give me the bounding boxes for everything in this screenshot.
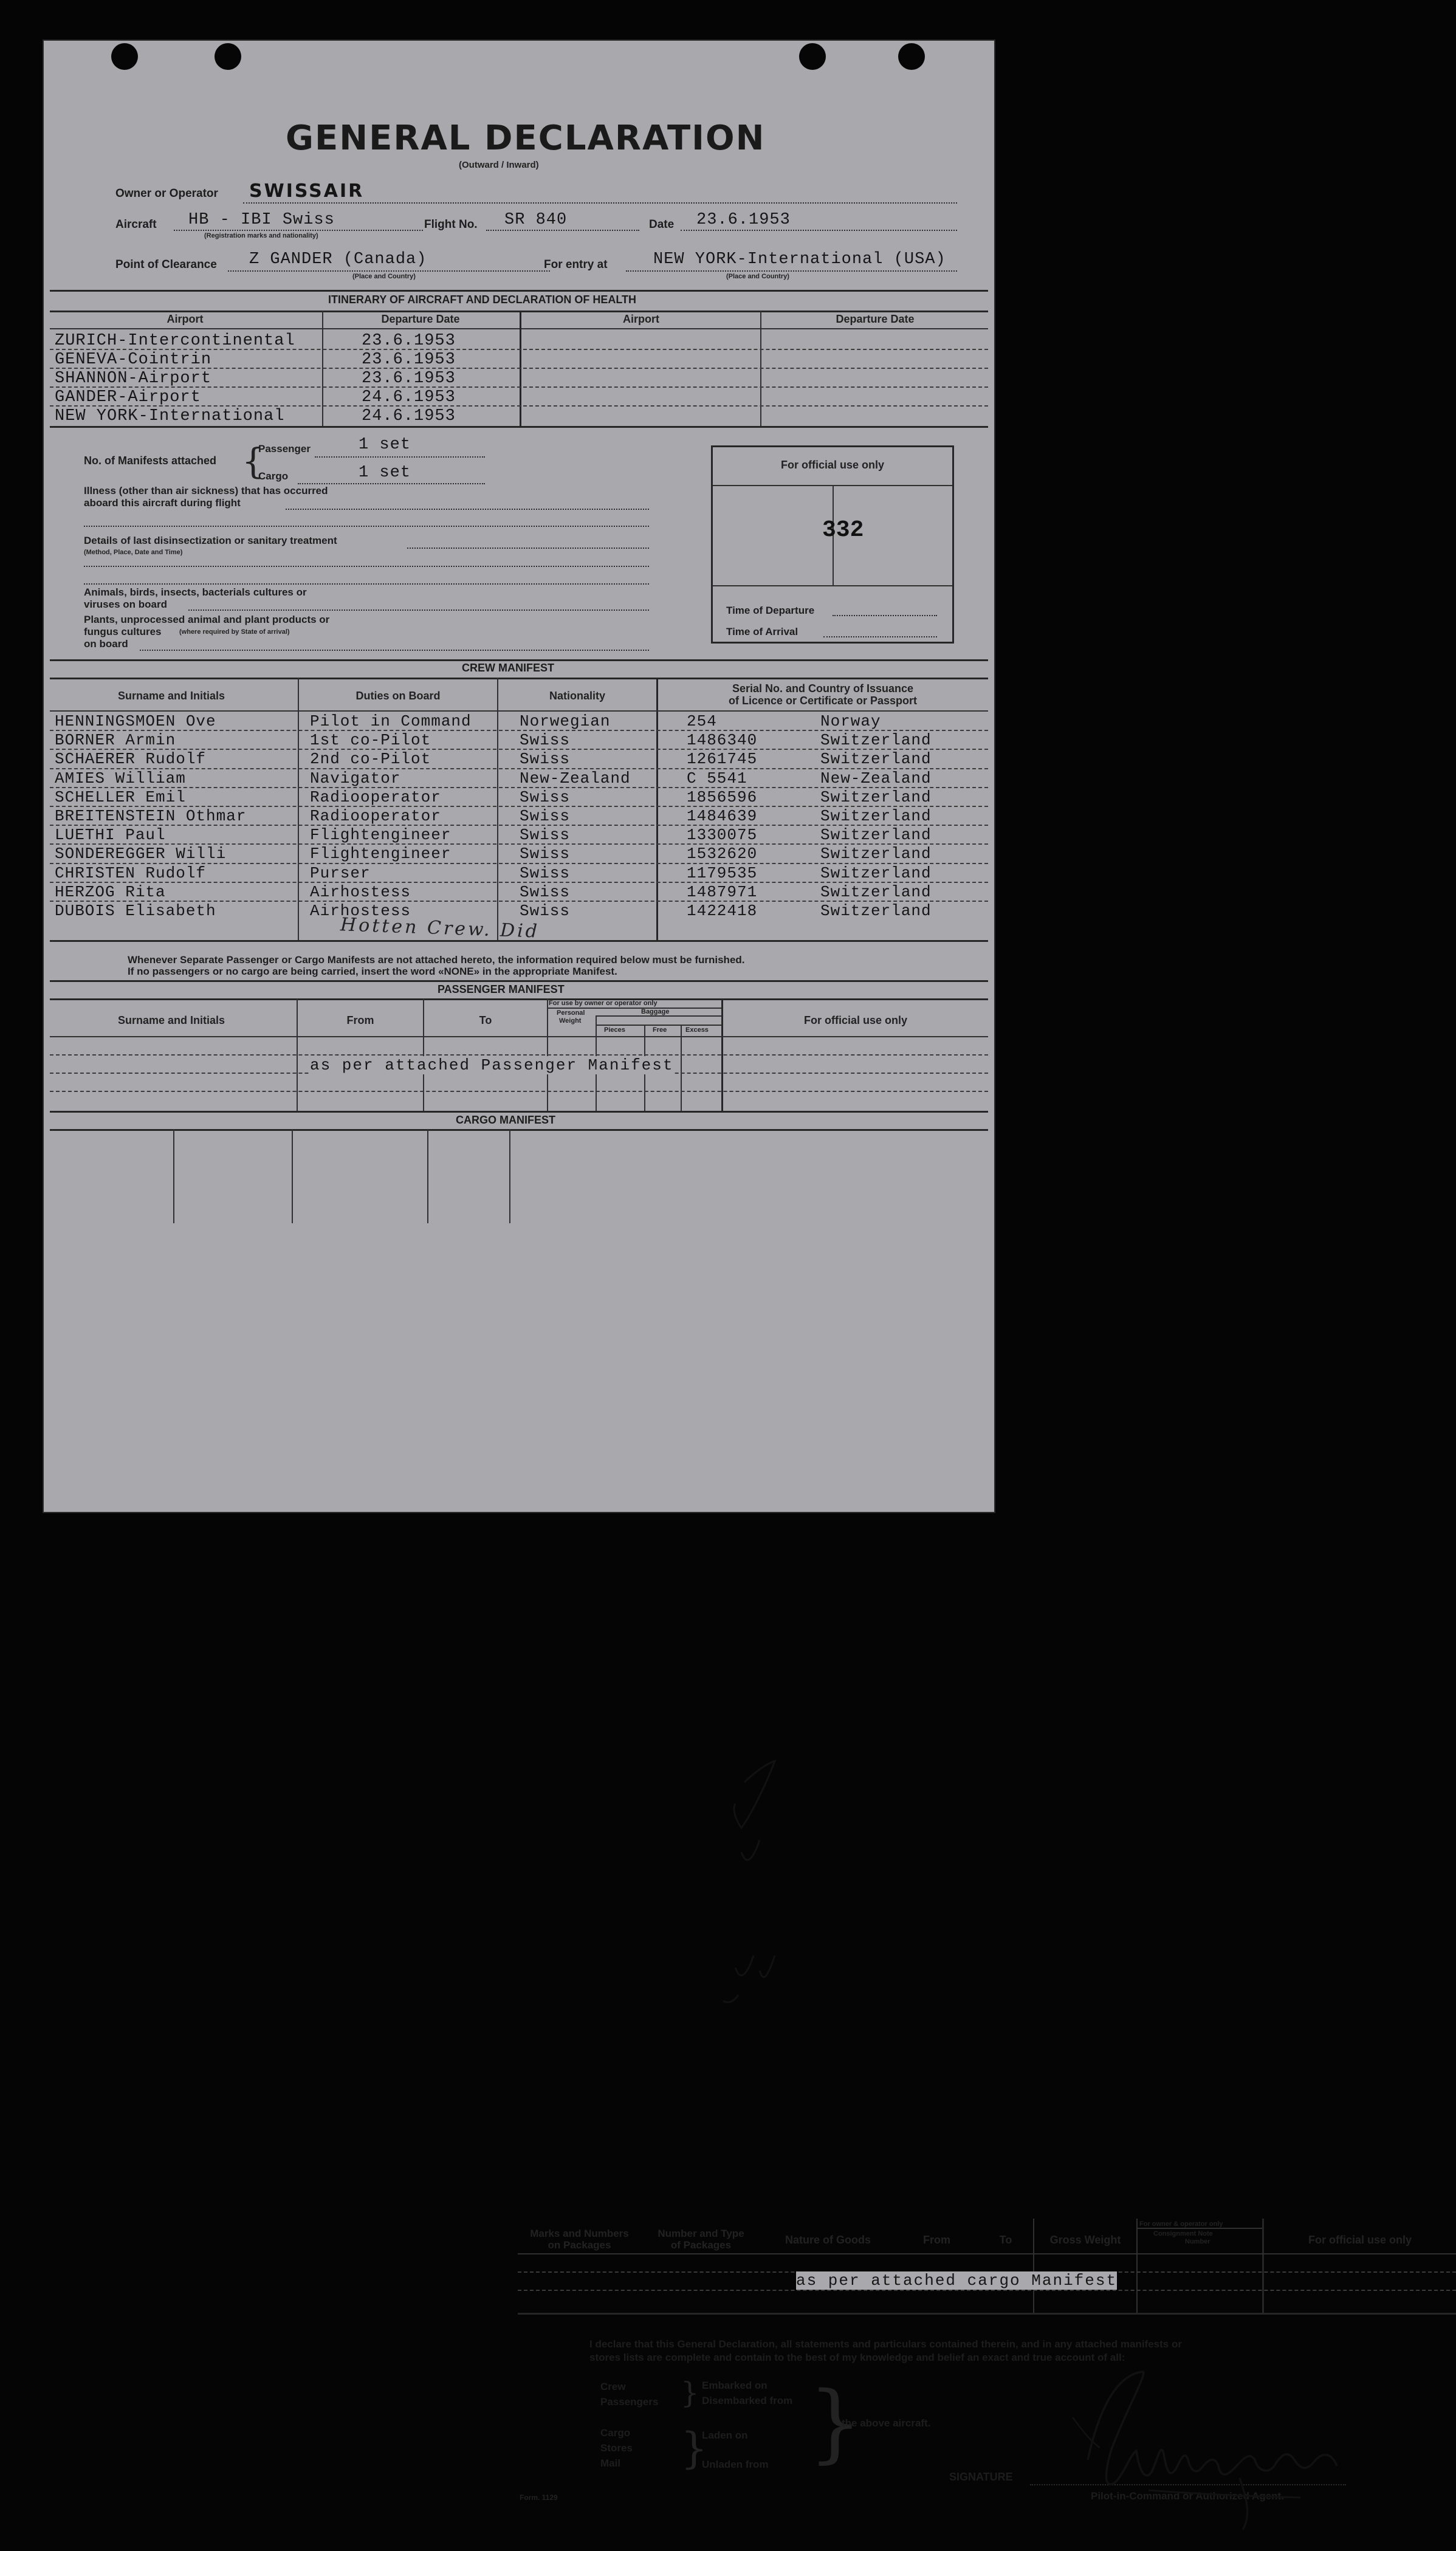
- manifests-label: No. of Manifests attached: [84, 455, 217, 467]
- cargo-brace: }: [681, 2423, 708, 2473]
- crew-duty: Flightengineer: [310, 826, 452, 845]
- crew-name: HENNINGSMOEN Ove: [55, 712, 216, 730]
- itinerary-airport: GENEVA-Cointrin: [55, 351, 212, 369]
- punch-hole: [111, 43, 138, 70]
- crew-nationality: Norwegian: [520, 712, 611, 730]
- cargo-col-number-2: of Packages: [670, 2239, 732, 2251]
- clearance-value: Z GANDER (Canada): [249, 250, 427, 269]
- passenger-col-official: For official use only: [803, 1014, 908, 1026]
- crew-col-name: Surname and Initials: [117, 690, 225, 702]
- manifests-brace: {: [242, 441, 264, 482]
- disinsect-label-line1: Details of last disinsectization or sanitary treatment: [84, 535, 337, 546]
- itinerary-heading: ITINERARY OF AIRCRAFT AND DECLARATION OF HEALTH: [328, 294, 636, 306]
- punch-hole: [799, 43, 826, 70]
- plants-note: (where required by State of arrival): [179, 628, 290, 636]
- itinerary-airport: SHANNON-Airport: [55, 369, 212, 388]
- crew-country: Switzerland: [820, 863, 932, 882]
- arrival-time-label: Time of Arrival: [726, 626, 798, 637]
- signature-caption: Pilot-in-Command or Authorized Agent.: [1091, 2490, 1284, 2502]
- itinerary-date: 23.6.1953: [362, 332, 456, 350]
- crew-serial: 1532620: [687, 845, 758, 863]
- crew-nationality: New-Zealand: [520, 769, 631, 788]
- clearance-label: Point of Clearance: [115, 258, 217, 271]
- crew-duty: 1st co-Pilot: [310, 731, 431, 750]
- notice-line2: If no passengers or no cargo are being carried, insert the word «NONE» in the appropriate Manifest.: [128, 966, 617, 977]
- official-box-title: For official use only: [780, 459, 885, 471]
- laden-label: Laden on: [702, 2429, 748, 2441]
- crew-serial: 1486340: [687, 731, 758, 750]
- cargo-col-nature: Nature of Goods: [785, 2234, 871, 2246]
- plants-label-line1: Plants, unprocessed animal and plant products or: [84, 614, 330, 625]
- owner-value: SWISSAIR: [249, 180, 365, 202]
- entry-label: For entry at: [544, 258, 608, 271]
- notice-line1: Whenever Separate Passenger or Cargo Manifests are not attached hereto, the information required below must be furnished.: [128, 954, 745, 966]
- cargo-manifest-entry: as per attached cargo Manifest: [796, 2271, 1118, 2290]
- itinerary-date: 24.6.1953: [362, 388, 456, 407]
- cargo-manifest-heading: CARGO MANIFEST: [456, 1114, 555, 1126]
- flight-value: SR 840: [504, 211, 568, 229]
- passenger-col-personal-weight-1: Personal: [557, 1009, 585, 1017]
- crew-col-serial-line1: Serial No. and Country of Issuance: [732, 682, 914, 695]
- crew-duty: Airhostess: [310, 882, 411, 901]
- crew-name: SONDEREGGER Willi: [55, 845, 227, 863]
- unladen-label: Unladen from: [702, 2459, 769, 2470]
- crew-duty: Radiooperator: [310, 807, 441, 825]
- crew-country: Switzerland: [820, 731, 932, 750]
- crew-nationality: Swiss: [520, 902, 571, 920]
- official-box-number: 332: [822, 517, 864, 543]
- passenger-manifest-label: Passenger: [258, 443, 311, 455]
- entry-note: (Place and Country): [726, 273, 789, 280]
- declaration-form-sheet: [43, 39, 1412, 2502]
- form-subtitle: (Outward / Inward): [459, 160, 539, 170]
- crew-nationality: Swiss: [520, 826, 571, 845]
- form-number: Form. 1129: [520, 2493, 558, 2502]
- crew-name: AMIES William: [55, 769, 186, 788]
- crew-country: Switzerland: [820, 882, 932, 901]
- crew-nationality: Swiss: [520, 731, 571, 750]
- passenger-col-excess: Excess: [685, 1026, 709, 1034]
- handwritten-crew-note: Hotten Crew. Did: [340, 914, 540, 942]
- crew-name: SCHELLER Emil: [55, 788, 186, 806]
- form-title: GENERAL DECLARATION: [286, 118, 766, 158]
- crew-duty: Radiooperator: [310, 788, 441, 806]
- crew-country: Switzerland: [820, 826, 932, 845]
- crew-nationality: Swiss: [520, 788, 571, 806]
- crew-name: BORNER Armin: [55, 731, 176, 750]
- aircraft-note: (Registration marks and nationality): [204, 232, 318, 239]
- crew-brace: }: [681, 2376, 699, 2410]
- departure-time-label: Time of Departure: [726, 605, 815, 616]
- itinerary-col-departure: Departure Date: [381, 313, 460, 325]
- animals-label-line2: viruses on board: [84, 599, 167, 610]
- cargo-col-marks-2: on Packages: [548, 2239, 611, 2251]
- crew-name: DUBOIS Elisabeth: [55, 902, 216, 920]
- entry-value: NEW YORK-International (USA): [653, 250, 946, 269]
- flight-label: Flight No.: [424, 218, 478, 231]
- declaration-line1: I declare that this General Declaration, all statements and particulars contained therein, and in any attached manifests or: [589, 2338, 1182, 2350]
- itinerary-date: 23.6.1953: [362, 369, 456, 388]
- disinsect-label-line2: (Method, Place, Date and Time): [84, 549, 183, 556]
- cargo-col-number-1: Number and Type: [658, 2228, 744, 2239]
- passenger-col-free: Free: [653, 1026, 667, 1034]
- cargo-col-owner-2: Consignment Note: [1153, 2230, 1213, 2237]
- clearance-note: (Place and Country): [352, 273, 416, 280]
- aircraft-value: HB - IBI Swiss: [188, 211, 335, 229]
- crew-manifest-heading: CREW MANIFEST: [462, 662, 554, 674]
- itinerary-col-airport: Airport: [167, 313, 204, 325]
- crew-nationality: Swiss: [520, 845, 571, 863]
- aircraft-brace: }: [808, 2374, 863, 2473]
- crew-country: Switzerland: [820, 807, 932, 825]
- pilot-signature: [1015, 2350, 1355, 2551]
- crew-name: SCHAERER Rudolf: [55, 750, 207, 769]
- passenger-manifest-entry: as per attached Passenger Manifest: [310, 1056, 674, 1074]
- cargo-col-owner-1: For owner & operator only: [1139, 2220, 1223, 2228]
- crew-country: New-Zealand: [820, 769, 932, 788]
- crew-duty: Purser: [310, 863, 371, 882]
- disembarked-label: Disembarked from: [702, 2395, 793, 2406]
- itinerary-date: 23.6.1953: [362, 351, 456, 369]
- itinerary-airport: GANDER-Airport: [55, 388, 201, 407]
- aircraft-label: Aircraft: [115, 218, 157, 231]
- itinerary-col-departure-2: Departure Date: [836, 313, 915, 325]
- cargo-manifest-count: 1 set: [359, 464, 411, 482]
- itinerary-date: 24.6.1953: [362, 407, 456, 425]
- passenger-manifest-heading: PASSENGER MANIFEST: [438, 983, 565, 995]
- crew-col-serial-line2: of Licence or Certificate or Passport: [728, 695, 918, 707]
- itinerary-col-airport-2: Airport: [623, 313, 659, 325]
- cargo-col-marks-1: Marks and Numbers: [530, 2228, 629, 2239]
- cargo-col-official: For official use only: [1308, 2234, 1412, 2246]
- stores-label: Stores: [600, 2442, 633, 2454]
- crew-duty: Flightengineer: [310, 845, 452, 863]
- crew-serial: 1487971: [687, 882, 758, 901]
- crew-nationality: Swiss: [520, 807, 571, 825]
- crew-serial: C 5541: [687, 769, 747, 788]
- crew-duty: Navigator: [310, 769, 401, 788]
- passenger-col-baggage: Baggage: [641, 1008, 670, 1015]
- crew-serial: 1856596: [687, 788, 758, 806]
- crew-serial: 1179535: [687, 863, 758, 882]
- crew-country: Switzerland: [820, 788, 932, 806]
- crew-name: HERZOG Rita: [55, 882, 166, 901]
- passenger-col-personal-weight-2: Weight: [559, 1017, 582, 1025]
- cargo-col-owner-3: Number: [1185, 2238, 1210, 2245]
- embarked-label: Embarked on: [702, 2380, 767, 2391]
- crew-country: Switzerland: [820, 845, 932, 863]
- owner-label: Owner or Operator: [115, 187, 218, 200]
- crew-col-nationality: Nationality: [549, 690, 605, 702]
- crew-serial: 1422418: [687, 902, 758, 920]
- passenger-col-from: From: [346, 1014, 374, 1026]
- crew-nationality: Swiss: [520, 750, 571, 769]
- punch-hole: [898, 43, 925, 70]
- crew-name: LUETHI Paul: [55, 826, 166, 845]
- signature-label: SIGNATURE: [949, 2471, 1013, 2483]
- passenger-col-pieces: Pieces: [604, 1026, 625, 1034]
- crew-serial: 1484639: [687, 807, 758, 825]
- cargo-col-weight: Gross Weight: [1049, 2234, 1121, 2246]
- crew-nationality: Swiss: [520, 863, 571, 882]
- crew-serial: 1330075: [687, 826, 758, 845]
- crew-name: BREITENSTEIN Othmar: [55, 807, 247, 825]
- crew-duty: 2nd co-Pilot: [310, 750, 431, 769]
- plants-label-line3: on board: [84, 638, 128, 650]
- date-value: 23.6.1953: [696, 211, 791, 229]
- crew-label: Crew: [600, 2381, 626, 2392]
- crew-duty: Pilot in Command: [310, 712, 472, 730]
- cargo-label: Cargo: [600, 2427, 631, 2439]
- illness-label-line2: aboard this aircraft during flight: [84, 497, 241, 509]
- animals-label-line1: Animals, birds, insects, bacterials cultures or: [84, 586, 307, 598]
- crew-check-marks: [717, 1761, 790, 2016]
- illness-label-line1: Illness (other than air sickness) that has occurred: [84, 485, 328, 496]
- passenger-manifest-count: 1 set: [359, 436, 411, 454]
- crew-country: Switzerland: [820, 902, 932, 920]
- above-aircraft-label: the above aircraft.: [842, 2417, 931, 2429]
- crew-col-duties: Duties on Board: [355, 690, 441, 702]
- cargo-col-from: From: [923, 2234, 950, 2246]
- passenger-col-to: To: [479, 1014, 492, 1026]
- plants-label-line2: fungus cultures: [84, 626, 162, 637]
- itinerary-airport: ZURICH-Intercontinental: [55, 332, 295, 350]
- cargo-col-to: To: [999, 2234, 1012, 2246]
- crew-name: CHRISTEN Rudolf: [55, 863, 207, 882]
- crew-country: Switzerland: [820, 750, 932, 769]
- punch-hole: [215, 43, 241, 70]
- cargo-manifest-label: Cargo: [258, 470, 289, 482]
- itinerary-airport: NEW YORK-International: [55, 407, 285, 425]
- date-label: Date: [649, 218, 675, 231]
- crew-serial: 254: [687, 712, 717, 730]
- crew-country: Norway: [820, 712, 881, 730]
- crew-serial: 1261745: [687, 750, 758, 769]
- mail-label: Mail: [600, 2457, 621, 2469]
- crew-nationality: Swiss: [520, 882, 571, 901]
- declaration-line2: stores lists are complete and contain to the best of my knowledge and belief an exact and true account of all:: [589, 2352, 1125, 2363]
- passenger-col-name: Surname and Initials: [117, 1014, 225, 1026]
- passengers-label: Passengers: [600, 2396, 659, 2408]
- passenger-col-owner-use: For use by owner or operator only: [549, 1000, 658, 1007]
- crew-duty: Airhostess: [310, 902, 411, 920]
